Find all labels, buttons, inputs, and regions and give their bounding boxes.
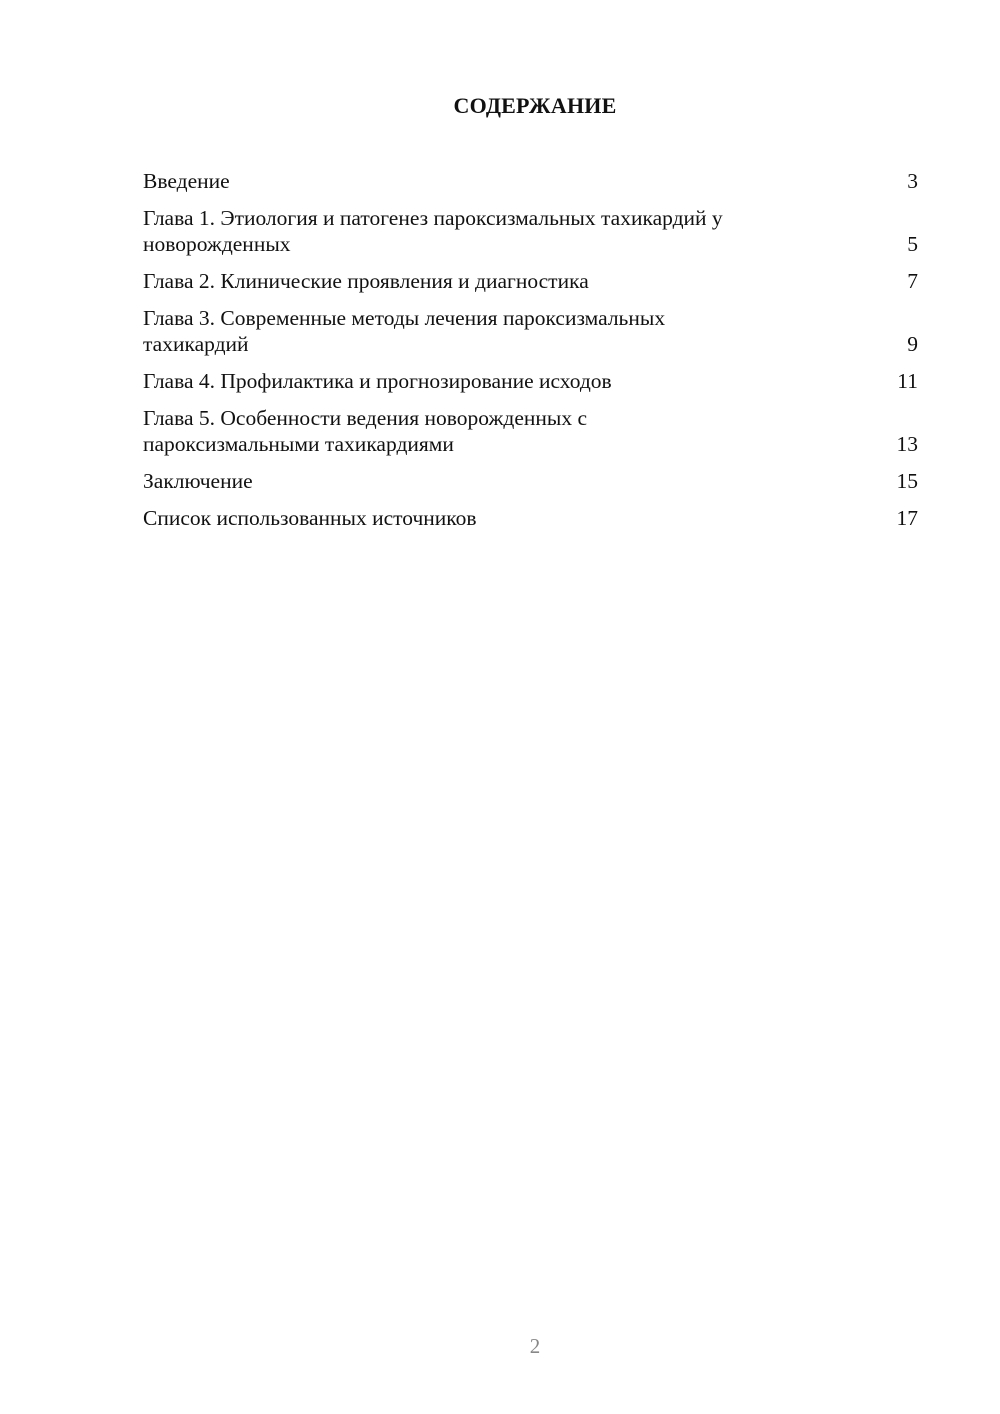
toc-entry-chapter-5 <box>143 405 918 457</box>
toc-entry-page: 7 <box>907 269 918 293</box>
toc-entry-title: Глава 4. Профилактика и прогнозирование исходов <box>143 369 612 393</box>
toc-entry-page: 5 <box>907 232 918 256</box>
page-number: 2 <box>529 1334 541 1358</box>
toc-entry-page: 17 <box>896 506 918 530</box>
toc-entry-chapter-4 <box>143 368 918 394</box>
toc-entry-title: Глава 5. Особенности ведения новорожденных с пароксизмальными тахикардиями <box>143 406 587 456</box>
toc-entry-page: 9 <box>907 332 918 356</box>
toc-entry-title: Список использованных источников <box>143 506 477 530</box>
toc-entry-conclusion <box>143 468 918 494</box>
page-title: СОДЕРЖАНИЕ <box>453 93 617 118</box>
toc-entry-page: 11 <box>897 369 918 393</box>
toc-entry-chapter-3 <box>143 305 918 357</box>
toc-entry-title: Заключение <box>143 469 253 493</box>
toc-entry-title: Глава 3. Современные методы лечения пароксизмальных тахикардий <box>143 306 666 356</box>
toc-entry-chapter-1 <box>143 205 918 257</box>
toc-entry-references <box>143 505 918 531</box>
toc-entry-introduction <box>143 168 918 194</box>
toc-entry-page: 15 <box>896 469 918 493</box>
toc-entry-page: 3 <box>907 169 918 193</box>
toc-entry-title: Глава 1. Этиология и патогенез пароксизмальных тахикардий у новорожденных <box>143 206 723 256</box>
toc-entry-title: Введение <box>143 169 230 193</box>
toc-entry-chapter-2 <box>143 268 918 294</box>
toc-entry-title: Глава 2. Клинические проявления и диагностика <box>143 269 589 293</box>
toc-entry-page: 13 <box>896 432 918 456</box>
table-of-contents <box>143 168 918 542</box>
